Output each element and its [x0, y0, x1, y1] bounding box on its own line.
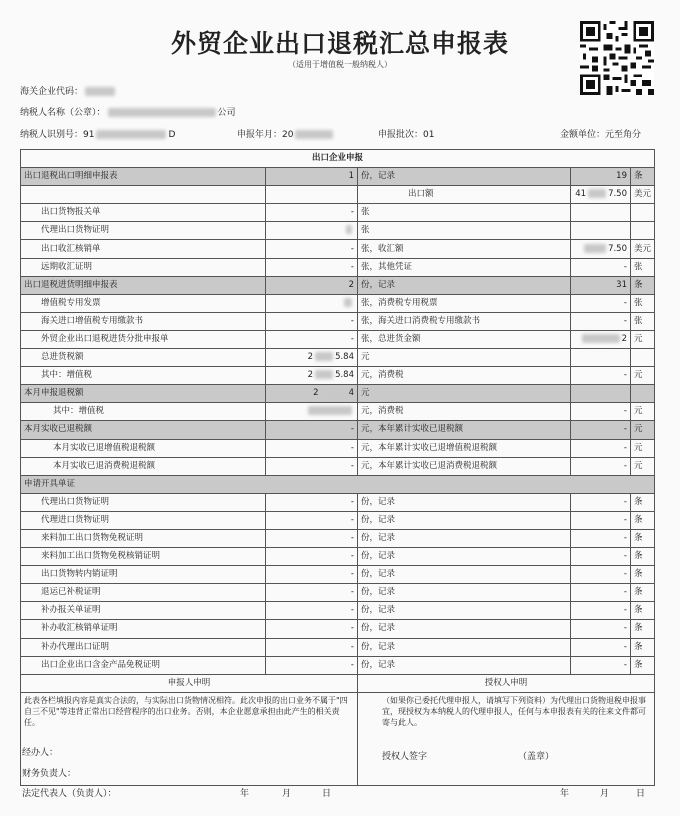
- row-unit: 元: [631, 457, 655, 475]
- row-value: -: [571, 602, 631, 620]
- taxpayer-id-tail: D: [168, 130, 176, 140]
- redacted-value: [588, 189, 606, 198]
- row-unit: 张: [631, 258, 655, 276]
- row-value: -: [266, 421, 358, 439]
- row-label: 出口退税进货明细申报表: [21, 276, 266, 294]
- table-row: [21, 222, 655, 240]
- table-row: [21, 457, 655, 475]
- row-value: -: [266, 330, 358, 348]
- row-label: 本月实收已退增值税退税额: [21, 439, 266, 457]
- row-unit: 条: [631, 529, 655, 547]
- redacted-value: [321, 388, 347, 397]
- row-unit: 元: [631, 403, 655, 421]
- redacted-value: [96, 130, 166, 139]
- taxpayer-id-label: 纳税人识别号：91: [20, 130, 95, 140]
- row-value: -: [571, 511, 631, 529]
- row-label: 本月实收已退消费税退税额: [21, 457, 266, 475]
- row-value: -: [266, 457, 358, 475]
- row-label: 本月申报退税额: [21, 385, 266, 403]
- table-row: [21, 584, 655, 602]
- redacted-value: [315, 352, 333, 361]
- row-unit: 元，本年累计实收已退增值税退税额: [358, 439, 571, 457]
- row-unit: 份，记录: [358, 602, 571, 620]
- customs-code-label: 海关企业代码：: [20, 87, 84, 97]
- day-label: 日: [636, 789, 646, 799]
- row-value: -: [266, 258, 358, 276]
- month-label: 月: [600, 789, 610, 799]
- table-row: [21, 312, 655, 330]
- taxpayer-name-field: [20, 105, 236, 118]
- row-unit: 元: [631, 367, 655, 385]
- table-row: [21, 258, 655, 276]
- year-label: 年: [240, 789, 250, 799]
- month-label: 月: [282, 789, 292, 799]
- row-unit: 条: [631, 168, 655, 186]
- row-unit: 张: [358, 204, 571, 222]
- form-subtitle: （适用于增值税一般纳税人）: [288, 60, 392, 69]
- row-label: 其中：增值税: [21, 367, 266, 385]
- declarant-header: 申报人申明: [21, 674, 358, 692]
- declarant-text: 此表各栏填报内容是真实合法的，与实际出口货物情况相符。此次申报的出口业务不属于"四自三不见"等违背正常出口经营程序的出口业务。否则，本企业愿意承担由此产生的相关责任。: [24, 695, 348, 727]
- row-unit: 张，其他凭证: [358, 258, 571, 276]
- table-row: [21, 421, 655, 439]
- table-row: [21, 548, 655, 566]
- row-unit: 元: [631, 330, 655, 348]
- row-value: 2: [266, 276, 358, 294]
- row-value: [266, 403, 358, 421]
- row-value: -: [571, 457, 631, 475]
- table-row: [21, 150, 655, 168]
- row-value: 2 5.84: [266, 367, 358, 385]
- row-unit: 份，记录: [358, 638, 571, 656]
- row-label: 补办收汇核销单证明: [21, 620, 266, 638]
- row-unit: 元: [358, 349, 571, 367]
- period-label: 申报年月：20: [237, 130, 294, 140]
- finance-label: 财务负责人：: [22, 769, 77, 779]
- row-label: 本月实收已退税额: [21, 421, 266, 439]
- redacted-value: [315, 370, 333, 379]
- period-field: [237, 127, 335, 140]
- authorized-section: [358, 692, 655, 785]
- row-value: -: [571, 258, 631, 276]
- table-row: [21, 620, 655, 638]
- row-label: 补办代理出口证明: [21, 638, 266, 656]
- row-value: -: [266, 511, 358, 529]
- row-value: -: [571, 529, 631, 547]
- day-label: 日: [322, 789, 332, 799]
- row-unit: 条: [631, 620, 655, 638]
- table-row: [21, 240, 655, 258]
- declaration-table: [20, 149, 655, 786]
- row-unit: 条: [631, 584, 655, 602]
- row-value: [266, 222, 358, 240]
- unit-label: 金额单位：元至角分: [560, 130, 642, 140]
- redacted-value: [85, 87, 115, 96]
- row-label: 来料加工出口货物免税核销证明: [21, 548, 266, 566]
- row-unit: 条: [631, 511, 655, 529]
- row-value: -: [266, 439, 358, 457]
- row-unit: 张: [358, 222, 571, 240]
- table-row: [21, 330, 655, 348]
- row-unit: 条: [631, 566, 655, 584]
- batch-label: 申报批次：01: [378, 130, 435, 140]
- row-unit: 张: [631, 312, 655, 330]
- row-value: -: [571, 403, 631, 421]
- row-unit: 条: [631, 656, 655, 674]
- redacted-value: [584, 244, 606, 253]
- row-unit: 美元: [631, 240, 655, 258]
- row-unit: 条: [631, 548, 655, 566]
- row-value: 19: [571, 168, 631, 186]
- table-row: [21, 674, 655, 692]
- redacted-value: [344, 298, 352, 307]
- row-unit: 张，收汇额: [358, 240, 571, 258]
- row-value: -: [571, 584, 631, 602]
- table-row: [21, 638, 655, 656]
- row-label: 出口货物报关单: [21, 204, 266, 222]
- row-unit: 元: [631, 421, 655, 439]
- row-label: 代理进口货物证明: [21, 511, 266, 529]
- row-value: -: [266, 602, 358, 620]
- table-row: [21, 276, 655, 294]
- row-value: -: [266, 548, 358, 566]
- table-row: [21, 493, 655, 511]
- row-unit: 美元: [631, 186, 655, 204]
- row-value: -: [266, 638, 358, 656]
- form-title: 外贸企业出口退税汇总申报表: [170, 29, 509, 58]
- table-row: [21, 403, 655, 421]
- row-unit: 份，记录: [358, 548, 571, 566]
- row-value: -: [266, 584, 358, 602]
- redacted-value: [582, 334, 620, 343]
- table-row: [21, 692, 655, 785]
- row-unit: 份，记录: [358, 168, 571, 186]
- row-value: -: [571, 367, 631, 385]
- table-row: [21, 566, 655, 584]
- row-unit: 份，记录: [358, 566, 571, 584]
- row-label: 海关进口增值税专用缴款书: [21, 312, 266, 330]
- redacted-value: [295, 130, 333, 139]
- row-unit: 份，记录: [358, 620, 571, 638]
- customs-code-field: [20, 84, 117, 97]
- row-label: 出口退税出口明细申报表: [21, 168, 266, 186]
- row-value: 1: [266, 168, 358, 186]
- authorized-header: 授权人申明: [358, 674, 655, 692]
- row-value: 2 5.84: [266, 349, 358, 367]
- row-value: -: [266, 620, 358, 638]
- legal-rep-label: 法定代表人（负责人）：: [22, 789, 117, 799]
- table-row: [21, 385, 655, 403]
- taxpayer-name-label: 纳税人名称（公章）：: [20, 108, 106, 118]
- row-value: -: [571, 312, 631, 330]
- row-value: 31: [571, 276, 631, 294]
- redacted-value: [346, 225, 352, 234]
- row-value: -: [571, 638, 631, 656]
- row-unit: 元，本年累计实收已退税额: [358, 421, 571, 439]
- row-unit: 份，记录: [358, 584, 571, 602]
- row-value: -: [266, 312, 358, 330]
- row-label: 增值税专用发票: [21, 294, 266, 312]
- row-value: -: [266, 656, 358, 674]
- row-label: 来料加工出口货物免税证明: [21, 529, 266, 547]
- row-unit: 张，总进货金额: [358, 330, 571, 348]
- row-value: -: [266, 529, 358, 547]
- authorized-text: （如果你已委托代理申报人，请填写下列资料）为代理出口货物退税申报事宜，现授权为本纳税人的代理申报人，任何与本申报表有关的往来文件都可寄与此人。: [382, 695, 646, 727]
- row-value: -: [571, 421, 631, 439]
- table-row: [21, 475, 655, 493]
- row-unit: 元: [358, 385, 571, 403]
- row-label: 出口货物转内销证明: [21, 566, 266, 584]
- row-value: -: [571, 439, 631, 457]
- row-label: 出口收汇核销单: [21, 240, 266, 258]
- row-label: 代理出口货物证明: [21, 493, 266, 511]
- row-value: -: [571, 656, 631, 674]
- row-value: -: [571, 566, 631, 584]
- row-label: 其中：增值税: [21, 403, 266, 421]
- table-row: [21, 656, 655, 674]
- row-label: 申请开具单证: [21, 475, 655, 493]
- table-row: [21, 294, 655, 312]
- table-row: [21, 511, 655, 529]
- row-unit: 条: [631, 638, 655, 656]
- qr-code-icon: [580, 21, 654, 95]
- section-title: 出口企业申报: [21, 150, 655, 168]
- row-unit: 条: [631, 602, 655, 620]
- row-unit: 元，消费税: [358, 403, 571, 421]
- row-unit: 份，记录: [358, 656, 571, 674]
- row-label: 外贸企业出口退税进货分批申报单: [21, 330, 266, 348]
- seal-label: （盖章）: [518, 752, 555, 762]
- row-value: 41 7.50: [571, 186, 631, 204]
- row-unit: 份，记录: [358, 529, 571, 547]
- handler-label: 经办人：: [22, 748, 59, 758]
- table-row: [21, 367, 655, 385]
- row-unit: 元，消费税: [358, 367, 571, 385]
- row-value: -: [266, 204, 358, 222]
- taxpayer-name-tail: 公司: [217, 108, 236, 118]
- row-label: 总进货税额: [21, 349, 266, 367]
- row-value: 2: [571, 330, 631, 348]
- row-value: 2 4: [266, 385, 358, 403]
- row-label: 补办报关单证明: [21, 602, 266, 620]
- row-value: -: [266, 566, 358, 584]
- year-label: 年: [560, 789, 570, 799]
- row-value: -: [266, 493, 358, 511]
- row-label: 出口企业出口含金产品免税证明: [21, 656, 266, 674]
- row-label: 代理出口货物证明: [21, 222, 266, 240]
- row-label: 远期收汇证明: [21, 258, 266, 276]
- table-row: [21, 186, 655, 204]
- table-row: [21, 439, 655, 457]
- table-row: [21, 602, 655, 620]
- row-unit: 元，本年累计实收已退消费税退税额: [358, 457, 571, 475]
- row-label: 出口额: [358, 186, 571, 204]
- row-unit: 张: [631, 294, 655, 312]
- taxpayer-id-field: [20, 127, 175, 140]
- row-value: -: [571, 620, 631, 638]
- table-row: [21, 529, 655, 547]
- row-value: 7.50: [571, 240, 631, 258]
- table-row: [21, 204, 655, 222]
- redacted-value: [308, 406, 352, 415]
- row-unit: 张，海关进口消费税专用缴款书: [358, 312, 571, 330]
- row-unit: 条: [631, 276, 655, 294]
- table-row: [21, 349, 655, 367]
- row-unit: 条: [631, 493, 655, 511]
- row-value: -: [266, 240, 358, 258]
- row-unit: 份，记录: [358, 276, 571, 294]
- row-unit: 元: [631, 439, 655, 457]
- row-value: [266, 294, 358, 312]
- row-value: -: [571, 493, 631, 511]
- row-value: -: [571, 294, 631, 312]
- row-unit: 张，消费税专用税票: [358, 294, 571, 312]
- row-value: -: [571, 548, 631, 566]
- row-unit: 份，记录: [358, 511, 571, 529]
- row-unit: 份，记录: [358, 493, 571, 511]
- table-row: [21, 168, 655, 186]
- row-label: 退运已补税证明: [21, 584, 266, 602]
- redacted-value: [108, 108, 216, 117]
- auth-sign-label: 授权人签字: [382, 752, 428, 762]
